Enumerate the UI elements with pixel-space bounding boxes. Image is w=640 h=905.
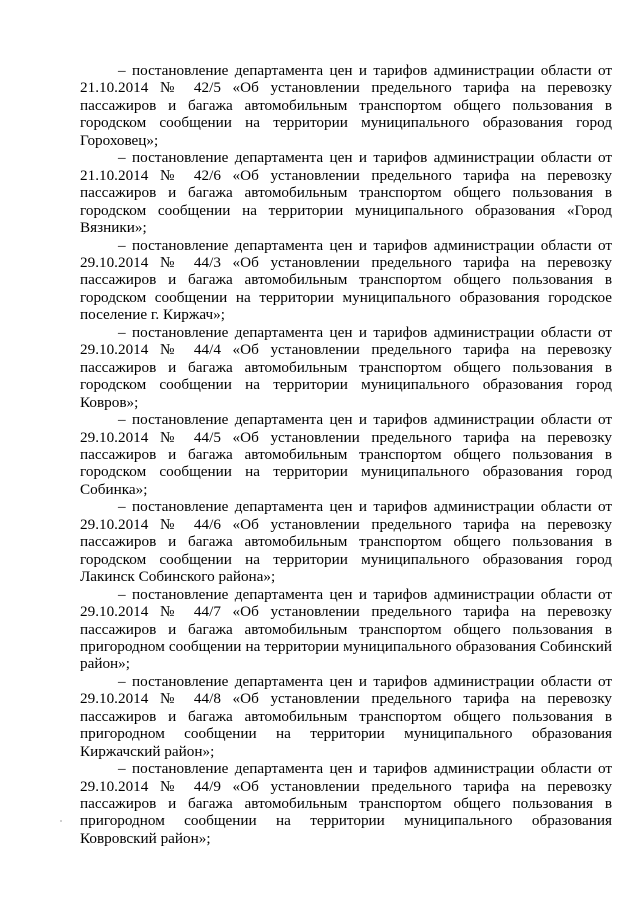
list-item: – постановление департамента цен и тарифов администрации области от 29.10.2014 № 44/4 «Об установлении предельного тарифа на перевозку пассажиров и багажа автомобильным транспортом общего пользования в городском сообщении на территории муниципального образования город Ковров»; — [80, 323, 612, 411]
scan-speck — [60, 820, 62, 822]
list-item: – постановление департамента цен и тарифов администрации области от 29.10.2014 № 44/3 «Об установлении предельного тарифа на перевозку пассажиров и багажа автомобильным транспортом общего пользования в городском сообщении на территории муниципального образования городское поселение г. Киржач»; — [80, 236, 612, 324]
list-item: – постановление департамента цен и тарифов администрации области от 21.10.2014 № 42/5 «Об установлении предельного тарифа на перевозку пассажиров и багажа автомобильным транспортом общего пользования в городском сообщении на территории муниципального образования город Гороховец»; — [80, 62, 612, 149]
list-item: – постановление департамента цен и тарифов администрации области от 29.10.2014 № 44/9 «Об установлении предельного тарифа на перевозку пассажиров и багажа автомобильным транспортом общего пользования в пригородном сообщении на территории муниципального образования Ковровский район»; — [80, 760, 612, 847]
list-item: – постановление департамента цен и тарифов администрации области от 29.10.2014 № 44/7 «Об установлении предельного тарифа на перевозку пассажиров и багажа автомобильным транспортом общего пользования в пригородном сообщении на территории муниципального образования Собинский район»; — [80, 585, 612, 673]
list-item: – постановление департамента цен и тарифов администрации области от 29.10.2014 № 44/8 «Об установлении предельного тарифа на перевозку пассажиров и багажа автомобильным транспортом общего пользования в пригородном сообщении на территории муниципального образования Киржачский район»; — [80, 672, 612, 760]
list-item: – постановление департамента цен и тарифов администрации области от 29.10.2014 № 44/5 «Об установлении предельного тарифа на перевозку пассажиров и багажа автомобильным транспортом общего пользования в городском сообщении на территории муниципального образования город Собинка»; — [80, 411, 612, 498]
list-item: – постановление департамента цен и тарифов администрации области от 21.10.2014 № 42/6 «Об установлении предельного тарифа на перевозку пассажиров и багажа автомобильным транспортом общего пользования в городском сообщении на территории муниципального образования «Город Вязники»; — [80, 149, 612, 237]
list-item: – постановление департамента цен и тарифов администрации области от 29.10.2014 № 44/6 «Об установлении предельного тарифа на перевозку пассажиров и багажа автомобильным транспортом общего пользования в городском сообщении на территории муниципального образования город Лакинск Собинского района»; — [80, 498, 612, 586]
document-page — [80, 62, 612, 847]
